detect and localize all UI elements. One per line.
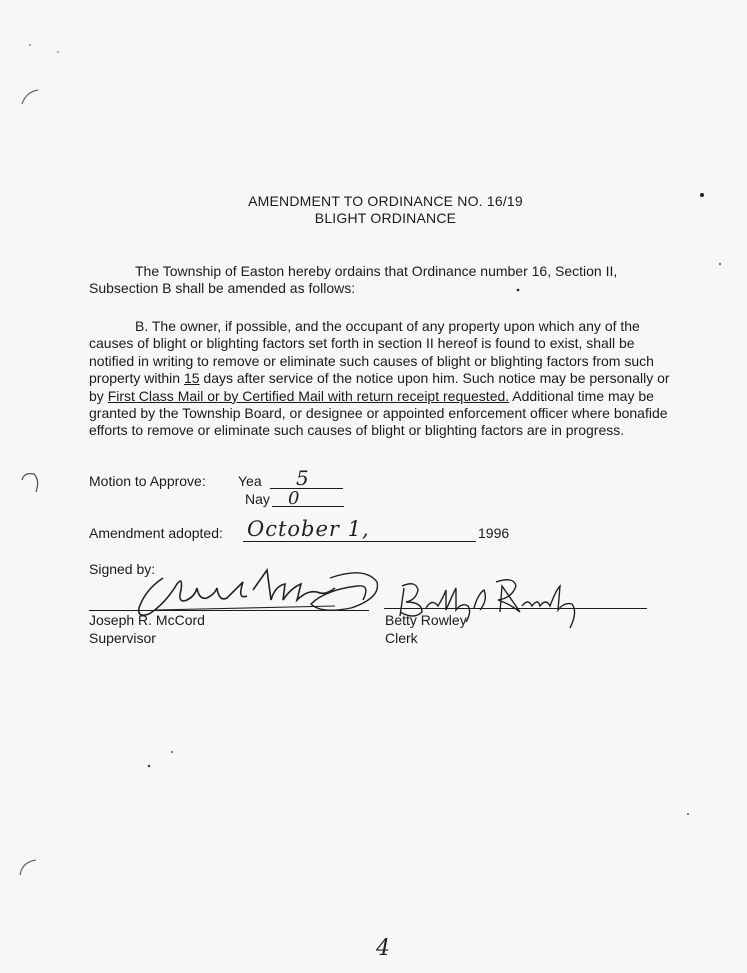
adopted-date: October 1, xyxy=(247,517,370,541)
signed-by-label: Signed by: xyxy=(89,561,156,577)
clerk-title: Clerk xyxy=(385,630,418,646)
page-number: 4 xyxy=(376,936,390,961)
clerk-name: Betty Rowley xyxy=(385,612,467,628)
adopted-year: 1996 xyxy=(478,525,510,541)
adopted-blank xyxy=(243,541,476,542)
nay-label: Nay xyxy=(245,491,270,507)
section-b-paragraph xyxy=(89,318,679,440)
yea-value: 5 xyxy=(296,466,309,490)
yea-label: Yea xyxy=(238,473,262,489)
document-title: AMENDMENT TO ORDINANCE NO. 16/19 xyxy=(248,193,523,209)
nay-value: 0 xyxy=(288,488,300,509)
mail-method: First Class Mail or by Certified Mail with return receipt requested. xyxy=(107,387,510,404)
intro-paragraph xyxy=(89,263,679,298)
supervisor-name: Joseph R. McCord xyxy=(89,612,205,628)
motion-label: Motion to Approve: xyxy=(89,473,206,489)
supervisor-title: Supervisor xyxy=(89,630,156,646)
nay-blank xyxy=(272,506,344,507)
document-subtitle: BLIGHT ORDINANCE xyxy=(314,210,457,226)
intro-text: The Township of Easton hereby ordains that Ordinance number 16, Section II, Subsection B shall be amended as follows: xyxy=(89,263,618,297)
days-value: 15 xyxy=(183,370,200,387)
section-b-part2: days after service of the notice upon him. Such notice may be personally or by xyxy=(89,370,670,404)
section-b-part1: B. The owner, if possible, and the occupant of any property upon which any of the causes of blight or blighting factors set forth in section II hereof is found to exist, shall be notified in writing to remove or eliminate such causes of blight or blighting factors from such property within xyxy=(89,318,654,387)
section-b-part3: Additional time may be granted by the Township Board, or designee or appointed enforcement officer where bonafide efforts to remove or eliminate such causes of blight or blighting factors are in progress. xyxy=(89,387,668,439)
adopted-label: Amendment adopted: xyxy=(89,525,223,541)
